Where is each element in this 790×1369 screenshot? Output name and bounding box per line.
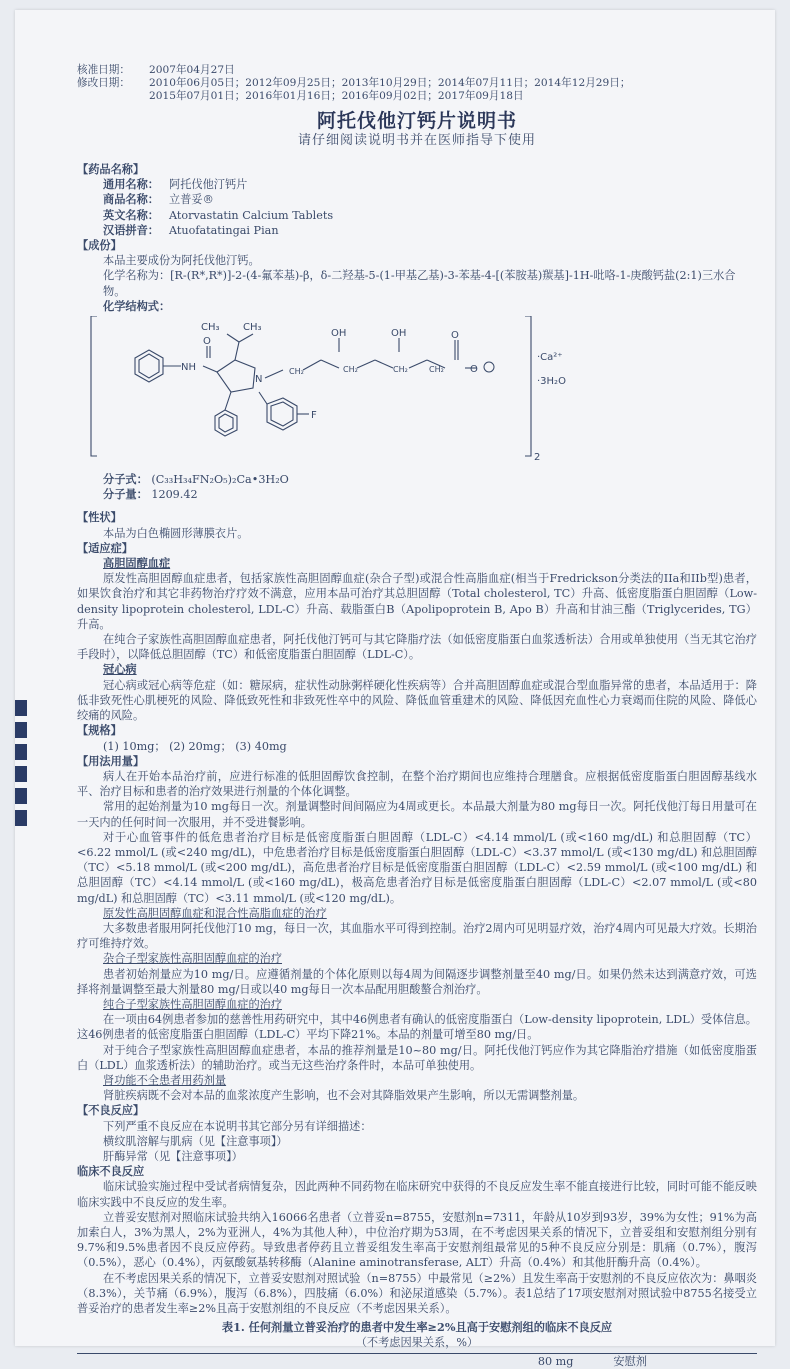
svg-text:CH₂: CH₂ [393, 365, 408, 375]
label-acid-o: O [451, 330, 459, 342]
chemical-name: 化学名称为：[R-(R*,R*)]-2-(4-氟苯基)-β，δ-二羟基-5-(1-甲基乙基)-3-苯基-4-[(苯胺基)羰基]-1H-吡咯-1-庚酸钙盐(2:1)三水合物。 [103, 269, 736, 298]
adverse-line: 横纹肌溶解与肌病（见【注意事项】） [103, 1134, 288, 1148]
subheading-hypercholesterolemia: 高胆固醇血症 [103, 556, 171, 571]
english-name-row: 英文名称： Atorvastatin Calcium Tablets [103, 207, 334, 222]
paragraph: 冠心病或冠心病等危症（如：糖尿病，症状性动脉粥样硬化性疾病等）合并高胆固醇血症或混合型血脂异常的患者，本品适用于：降低非致死性心肌梗死的风险、降低致死性和非致死性卒中的风险、降低血管重建术的风险、降低因充血性心力衰竭而住院的风险、降低心绞痛的风险。 [77, 678, 757, 723]
paragraph: 大多数患者服用阿托伐他汀10 mg，每日一次，其血脂水平可得到控制。治疗2周内可见明显疗效，治疗4周内可见最大疗效。长期治疗可维持疗效。 [77, 921, 757, 951]
paragraph: 患者初始剂量应为10 mg/日。应遵循剂量的个体化原则以每4周为间隔逐步调整剂量至40 mg/日。如果仍然未达到满意疗效，可选择将剂量调整至最大剂量80 mg/日或以40 mg每日一次本品配用胆酸螯合剂治疗。 [77, 967, 757, 996]
table-col-placebo: 安慰剂 [613, 1354, 647, 1368]
subheading: 原发性高胆固醇血症和混合性高脂血症的治疗 [103, 906, 327, 920]
label-oh-2: OH [391, 328, 407, 340]
character-text: 本品为白色椭圆形薄膜衣片。 [103, 526, 249, 540]
structure-drawing [77, 316, 757, 466]
section-heading-indications: 【适应症】 [77, 540, 133, 555]
structure-label: 化学结构式： [103, 298, 171, 313]
document-content [77, 64, 757, 1369]
adverse-line: 下列严重不良反应在本说明书其它部分另有详细描述： [103, 1119, 372, 1133]
label-water: ·3H₂O [537, 376, 566, 388]
label-fluorine: F [311, 410, 317, 422]
negative-charge-mark [484, 362, 494, 372]
section-heading-dosage: 【用法用量】 [77, 753, 145, 768]
paragraph: 临床试验实施过程中受试者病情复杂，因此两种不同药物在临床研究中获得的不良反应发生率不能直接进行比较，同时可能不能反映临床实践中不良反应的发生率。 [77, 1180, 757, 1209]
subheading: 肾功能不全患者用药剂量 [103, 1073, 227, 1087]
label-oh-1: OH [331, 328, 347, 340]
svg-text:CH₂: CH₂ [429, 365, 444, 375]
table-subtitle: （不考虑因果关系，%） [355, 1336, 479, 1350]
document-subtitle: 请仔细阅读说明书并在医师指导下使用 [297, 132, 536, 148]
revision-dates-1: 2010年06月05日；2012年09月25日；2013年10月29日；2014年07月11日；2014年12月29日； [149, 77, 631, 90]
paragraph: 常用的起始剂量为10 mg每日一次。剂量调整时间间隔应为4周或更长。本品最大剂量为80 mg每日一次。阿托伐他汀每日用量可在一天内的任何时间一次服用，并不受进餐影响。 [77, 800, 757, 829]
svg-text:CH₂: CH₂ [343, 365, 358, 375]
molecular-weight-row: 分子量： 1209.42 [103, 487, 198, 502]
spec-text: (1) 10mg； (2) 20mg； (3) 40mg [103, 739, 287, 753]
table-title: 表1. 任何剂量立普妥治疗的患者中发生率≥2%且高于安慰剂组的临床不良反应 [221, 1320, 613, 1335]
revision-date-label: 修改日期： [77, 77, 130, 90]
composition-main: 本品主要成份为阿托伐他汀钙。 [103, 254, 260, 268]
paragraph: 对于纯合子型家族性高胆固醇血症患者，本品的推荐剂量是10~80 mg/日。阿托伐他汀钙应作为其它降脂治疗措施（如低密度脂蛋白（LDL）血浆透析法）的辅助治疗。或当无这些治疗条件时，本品可单独使用。 [77, 1043, 757, 1072]
paragraph: 肾脏疾病既不会对本品的血浆浓度产生影响，也不会对其降脂效果产生影响，所以无需调整剂量。 [103, 1089, 585, 1103]
generic-name-row: 通用名称： 阿托伐他汀钙片 [103, 177, 248, 192]
paragraph: 病人在开始本品治疗前，应进行标准的低胆固醇饮食控制，在整个治疗期间也应维持合理膳食。应根据低密度脂蛋白胆固醇基线水平、治疗目标和患者的治疗效果进行剂量的个体化调整。 [77, 769, 757, 799]
document-title: 阿托伐他汀钙片说明书 [316, 109, 517, 132]
subheading-chd: 冠心病 [103, 662, 137, 677]
approval-date-label: 核准日期： [77, 64, 130, 76]
label-carboxylate-o: O [470, 364, 478, 376]
adverse-line: 肝酶异常（见【注意事项】） [103, 1149, 243, 1163]
formula-row: 分子式： (C₃₃H₃₄FN₂O₅)₂Ca•3H₂O [103, 472, 289, 487]
paragraph: 在纯合子家族性高胆固醇血症患者，阿托伐他汀钙可与其它降脂疗法（如低密度脂蛋白血浆透析法）合用或单独使用（当无其它治疗手段时），以降低总胆固醇（TC）和低密度脂蛋白胆固醇（LDL-C）。 [77, 633, 757, 662]
section-heading-name: 【药品名称】 [77, 162, 145, 177]
paragraph: 对于心血管事件的低危患者治疗目标是低密度脂蛋白胆固醇（LDL-C）<4.14 mmol/L (或<160 mg/dL) 和总胆固醇（TC）<6.22 mmol/L (或<240 mg/dL)，中危患者治疗目标是低密度脂蛋白胆固醇（LDL-C）<3.37 mmol/L (或<130 mg/dL) 和总胆固醇（TC）<5.18 mmol/L (或<200 mg/dL)，高危患者治疗目标是低密度脂蛋白胆固醇（LDL-C）<2.59 mmol/L (或<100 mg/dL) 和总胆固醇（TC）<4.14 mmol/L (或<160 mg/dL)，极高危患者治疗目标是低密度脂蛋白胆固醇（LDL-C）<2.07 mmol/L (或<80 mg/dL) 和总胆固醇（TC）<3.11 mmol/L (或<120 mg/dL)。 [77, 830, 757, 905]
label-ch3-b: CH₃ [243, 322, 262, 334]
paragraph: 在一项由64例患者参加的慈善性用药研究中，其中46例患者有确认的低密度脂蛋白（Low-density lipoprotein, LDL）受体信息。这46例患者的低密度脂蛋白胆固醇（LDL-C）平均下降21%。本品的剂量可增至80 mg/日。 [77, 1013, 757, 1042]
subheading: 杂合子型家族性高胆固醇血症的治疗 [103, 952, 283, 966]
approval-date: 2007年04月27日 [149, 64, 235, 76]
label-subscript-2: 2 [534, 452, 541, 464]
label-pyrrole-n: N [255, 374, 263, 386]
label-carbonyl-o: O [203, 336, 211, 348]
paragraph: 原发性高胆固醇血症患者，包括家族性高胆固醇血症(杂合子型)或混合性高脂血症(相当于Fredrickson分类法的IIa和IIb型)患者，如果饮食治疗和其它非药物治疗疗效不满意，应用本品可治疗其总胆固醇（Total cholesterol, TC）升高、低密度脂蛋白胆固醇（Low-density lipoprotein cholesterol, LDL-C）升高、载脂蛋白B（Apolipoprotein B, Apo B）升高和甘油三酯（Triglycerides, TG）升高。 [77, 572, 757, 631]
table-header [77, 1353, 757, 1369]
date-block [77, 64, 757, 104]
label-nh: NH [181, 362, 196, 374]
trade-name-row: 商品名称： 立普妥® [103, 192, 214, 207]
paragraph: 在不考虑因果关系的情况下，立普妥安慰剂对照试验（n=8755）中最常见（≥2%）且发生率高于安慰剂的不良反应依次为：鼻咽炎（8.3%），关节痛（6.9%），腹泻（6.8%），四肢痛（6.0%）和泌尿道感染（5.7%）。表1总结了17项安慰剂对照试验中8755名接受立普妥治疗的患者发生率≥2%且高于安慰剂组的不良反应（不考虑因果关系）。 [77, 1271, 757, 1316]
label-calcium: ·Ca²⁺ [537, 352, 563, 364]
paragraph: 立普妥安慰剂对照临床试验共纳入16066名患者（立普妥n=8755，安慰剂n=7311，年龄从10岁到93岁，39%为女性；91%为高加索白人，3%为黑人，2%为亚洲人，4%为其他人种），中位治疗期为53周，在不考虑因果关系的情况下，立普妥组和安慰剂组分别有9.7%和9.5%患者因不良反应停药。导致患者停药且立普妥组发生率高于安慰剂组最常见的5种不良反应分别是：肌痛（0.7%），腹泻（0.5%），恶心（0.4%），丙氨酸氨基转移酶（Alanine aminotransferase, ALT）升高（0.4%）和其他肝酶升高（0.4%）。 [77, 1210, 757, 1270]
svg-text:CH₂: CH₂ [289, 367, 304, 377]
subheading-clinical-adverse: 临床不良反应 [77, 1164, 145, 1179]
section-heading-spec: 【规格】 [77, 723, 122, 738]
subheading: 纯合子型家族性高胆固醇血症的治疗 [103, 997, 283, 1011]
section-heading-composition: 【成份】 [77, 238, 122, 253]
section-heading-adverse: 【不良反应】 [77, 1103, 145, 1118]
label-ch3-a: CH₃ [201, 322, 220, 334]
table-col-80mg: 80 mg [537, 1354, 574, 1368]
revision-dates-2: 2015年07月01日；2016年01月16日；2016年09月02日；2017年09月18日 [149, 90, 524, 103]
section-heading-character: 【性状】 [77, 510, 122, 525]
pinyin-name-row: 汉语拼音： Atuofatatingai Pian [103, 222, 279, 237]
side-edge-marks [15, 700, 27, 832]
chemical-structure [77, 316, 757, 466]
